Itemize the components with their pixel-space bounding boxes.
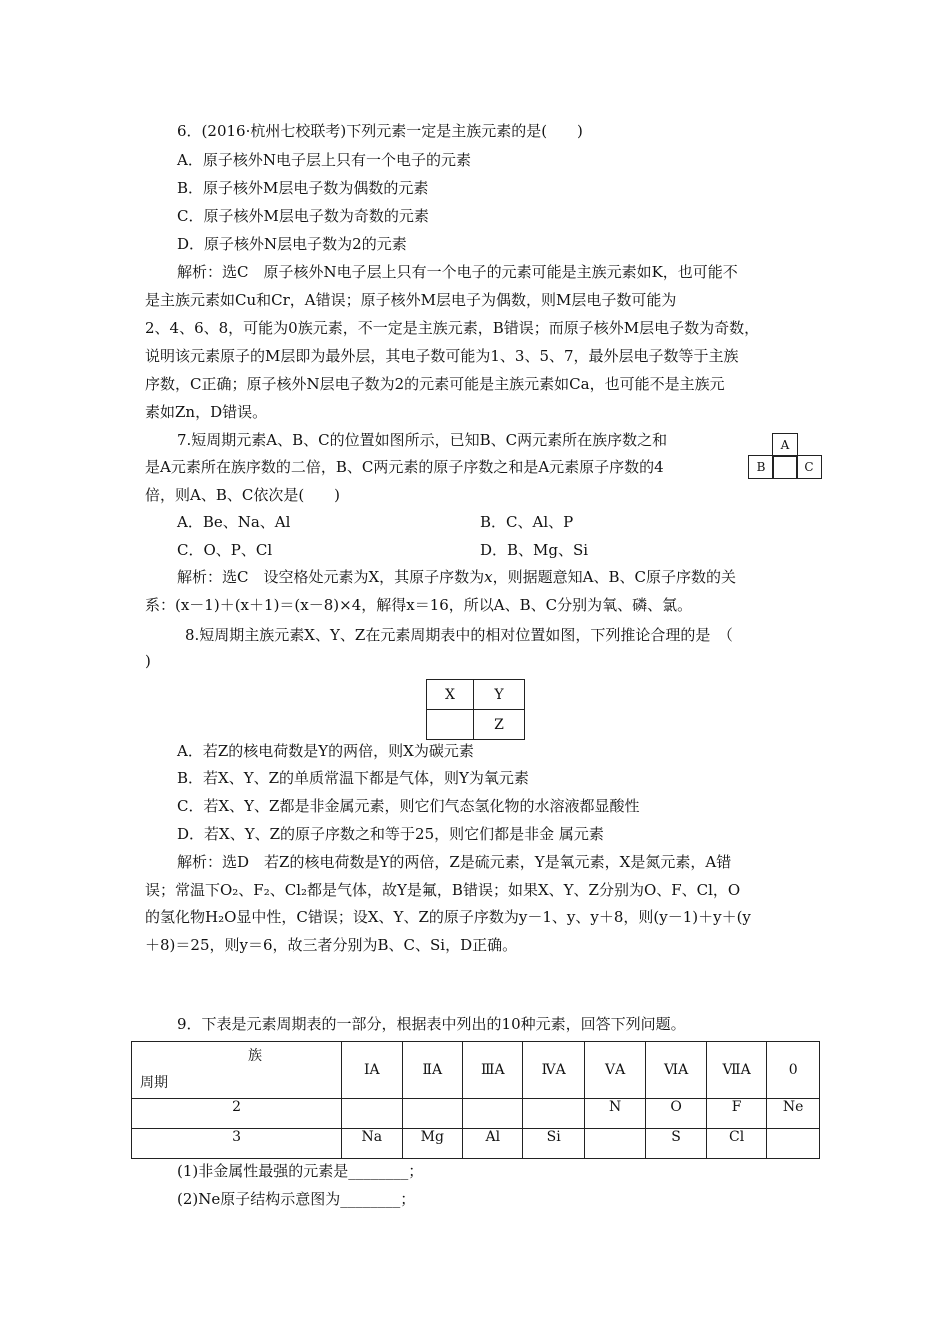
q8-analysis-line: ＋8)＝25，则y＝6，故三者分别为B、C、Si，D正确。 — [145, 936, 518, 954]
group-header: 0 — [767, 1042, 820, 1099]
q9-sub-question-1: (1)非金属性最强的元素是________； — [177, 1162, 424, 1180]
q7-option-d: D．B、Mg、Si — [480, 541, 589, 559]
q9-stem: 9．下表是元素周期表的一部分，根据表中列出的10种元素，回答下列问题。 — [177, 1015, 686, 1033]
element-cell: Mg — [402, 1129, 462, 1159]
group-header: ⅦA — [706, 1042, 767, 1099]
q8-option-a: A．若Z的核电荷数是Y的两倍，则X为碳元素 — [177, 742, 474, 760]
group-header: ⅤA — [584, 1042, 645, 1099]
q8-option-c: C．若X、Y、Z都是非金属元素，则它们气态氢化物的水溶液都显酸性 — [177, 797, 640, 815]
q6-option-c: C．原子核外M层电子数为奇数的元素 — [177, 207, 429, 225]
q6-analysis-line: 解析：选C 原子核外N电子层上只有一个电子的元素可能是主族元素如K，也可能不 — [177, 263, 738, 281]
q6-analysis-line: 说明该元素原子的M层即为最外层，其电子数可能为1、3、5、7，最外层电子数等于主族 — [145, 347, 739, 365]
q7-cell-c: C — [796, 455, 822, 479]
element-cell — [402, 1099, 462, 1129]
q8-cell-y: Y — [474, 680, 525, 710]
period-cell: 2 — [132, 1099, 342, 1129]
element-cell — [584, 1129, 645, 1159]
q6-analysis-line: 2、4、6、8，可能为0族元素，不一定是主族元素，B错误；而原子核外M层电子数为奇数， — [145, 319, 760, 337]
q7-option-c: C．O、P、Cl — [177, 541, 273, 559]
q8-analysis-line: 解析：选D 若Z的核电荷数是Y的两倍，Z是硫元素，Y是氧元素，X是氮元素，A错 — [177, 853, 732, 871]
q7-analysis-line: 系：(x－1)＋(x＋1)＝(x－8)×4，解得x＝16，所以A、B、C分别为氧、磷、氯。 — [145, 596, 693, 614]
q7-option-b: B．C、Al、P — [480, 513, 574, 531]
element-cell: Si — [523, 1129, 584, 1159]
q8-cell-blank — [427, 710, 474, 740]
group-header: ⅣA — [523, 1042, 584, 1099]
q6-analysis-line: 素如Zn，D错误。 — [145, 403, 268, 421]
q7-option-a: A．Be、Na、Al — [177, 513, 291, 531]
element-cell: N — [584, 1099, 645, 1129]
q7-cell-b: B — [748, 455, 774, 479]
q7-stem-line: 是A元素所在族序数的二倍，B、C两元素的原子序数之和是A元素原子序数的4 — [145, 458, 664, 476]
element-cell — [342, 1099, 402, 1129]
element-cell: Ne — [767, 1099, 820, 1129]
table-row — [132, 1099, 820, 1129]
element-cell: Na — [342, 1129, 402, 1159]
element-cell — [523, 1099, 584, 1129]
q6-stem: 6．(2016·杭州七校联考)下列元素一定是主族元素的是( ) — [177, 122, 583, 140]
q7-stem-line: 7.短周期元素A、B、C的位置如图所示，已知B、C两元素所在族序数之和 — [177, 431, 668, 449]
group-header: ⅥA — [646, 1042, 706, 1099]
q9-sub-question-2: (2)Ne原子结构示意图为________； — [177, 1190, 416, 1208]
q8-analysis-line: 的氢化物H₂O显中性，C错误；设X、Y、Z的原子序数为y－1、y、y＋8，则(y－1)＋y＋(y — [145, 908, 751, 926]
q7-cell-a: A — [772, 433, 798, 457]
q8-option-b: B．若X、Y、Z的单质常温下都是气体，则Y为氧元素 — [177, 769, 529, 787]
corner-label-group: 族 — [248, 1048, 262, 1064]
q8-cell-x: X — [427, 680, 474, 710]
group-header: ⅢA — [463, 1042, 523, 1099]
group-header: ⅠA — [342, 1042, 402, 1099]
q6-option-a: A．原子核外N电子层上只有一个电子的元素 — [177, 151, 471, 169]
q8-option-d: D．若X、Y、Z的原子序数之和等于25，则它们都是非金 属元素 — [177, 825, 604, 843]
table-corner-header — [132, 1042, 342, 1099]
table-row — [132, 1129, 820, 1159]
element-cell: Al — [463, 1129, 523, 1159]
q8-stem-line: ) — [145, 652, 151, 670]
q6-analysis-line: 序数，C正确；原子核外N层电子数为2的元素可能是主族元素如Ca，也可能不是主族元 — [145, 375, 725, 393]
corner-label-period: 周期 — [140, 1075, 168, 1091]
element-cell — [767, 1129, 820, 1159]
group-header: ⅡA — [402, 1042, 462, 1099]
element-cell: S — [646, 1129, 706, 1159]
q8-position-grid — [426, 679, 525, 740]
q6-option-d: D．原子核外N层电子数为2的元素 — [177, 235, 407, 253]
periodic-table-fragment — [131, 1041, 820, 1159]
q8-cell-z: Z — [474, 710, 525, 740]
element-cell: F — [706, 1099, 767, 1129]
element-cell — [463, 1099, 523, 1129]
period-cell: 3 — [132, 1129, 342, 1159]
q6-analysis-line: 是主族元素如Cu和Cr，A错误；原子核外M层电子为偶数，则M层电子数可能为 — [145, 291, 677, 309]
element-cell: Cl — [706, 1129, 767, 1159]
q6-option-b: B．原子核外M层电子数为偶数的元素 — [177, 179, 429, 197]
q7-cell-blank — [772, 455, 798, 479]
q8-stem-line: 8.短周期主族元素X、Y、Z在元素周期表中的相对位置如图，下列推论合理的是 （ — [185, 626, 733, 644]
q7-analysis-line: 解析：选C 设空格处元素为X，其原子序数为x，则据题意知A、B、C原子序数的关 — [177, 568, 736, 586]
q7-stem-line: 倍，则A、B、C依次是( ) — [145, 486, 341, 504]
element-cell: O — [646, 1099, 706, 1129]
q8-analysis-line: 误；常温下O₂、F₂、Cl₂都是气体，故Y是氟，B错误；如果X、Y、Z分别为O、F、Cl，O — [145, 881, 741, 899]
